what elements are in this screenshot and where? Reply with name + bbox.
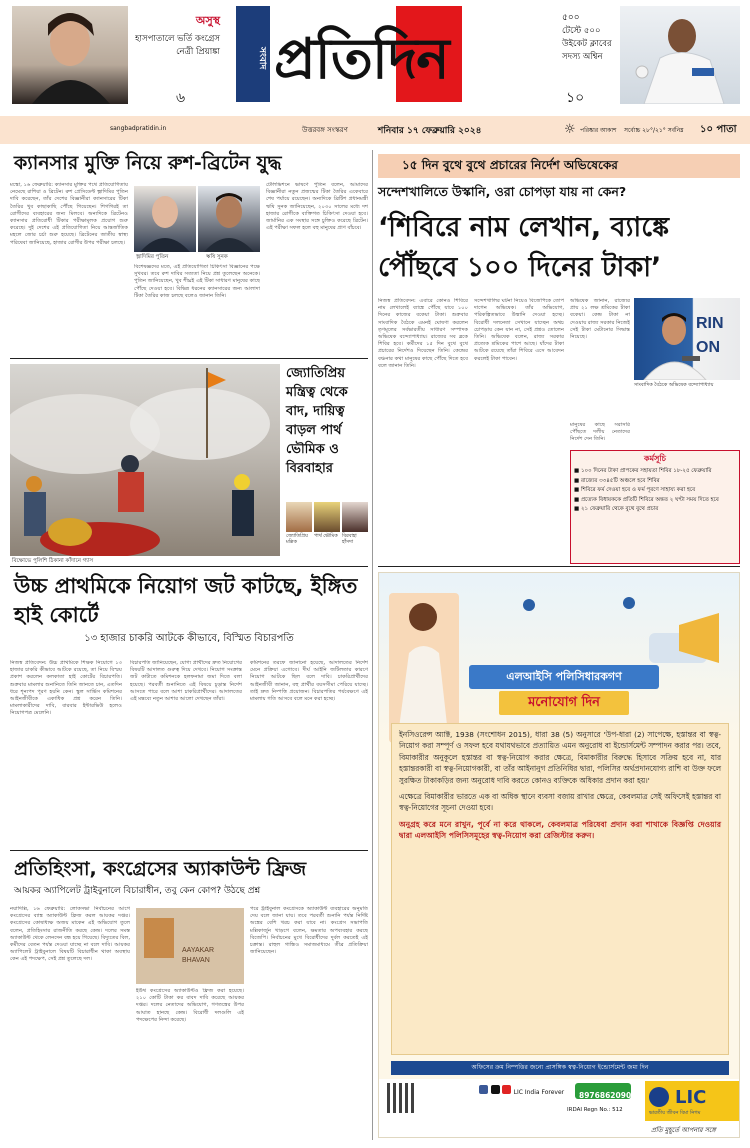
story-congress[interactable] bbox=[10, 856, 368, 1138]
ad-illustration bbox=[379, 573, 740, 743]
programme-item: ■ ২১ ফেব্রুয়ারি থেকে বুথে বুথে প্রচার bbox=[574, 506, 659, 512]
cricketer-figure bbox=[620, 6, 740, 104]
programme-box bbox=[570, 450, 740, 564]
qr-code-icon[interactable] bbox=[387, 1083, 417, 1113]
ad-para-3: অনুগ্রহ করে মনে রাখুন, পূর্বে না করে থাকলে, কেবলমাত্র পরিষেবা প্রদান করা শাখাকে বিজ্ঞপ্তি দেওয়ার দ্বারা এলআইসি পলিসিসমূহের স্বত্ব-নিয়োগ করা রেজিস্টার করুন। bbox=[399, 819, 721, 841]
lic-tagline: প্রতি মুহূর্তে আপনার সঙ্গে bbox=[651, 1126, 716, 1134]
right-page-ref: ১০ bbox=[566, 90, 585, 106]
web-address[interactable]: sangbadpratidin.in bbox=[110, 125, 167, 132]
social-icons[interactable] bbox=[479, 1085, 564, 1096]
ad-scene bbox=[379, 573, 740, 743]
lead-headline: ‘শিবিরে নাম লেখান, ব্যাঙ্কে পৌঁছবে ১০০ দিনের টাকা’ bbox=[378, 212, 669, 283]
recruitment-body-2: বিচারপতি জানিয়েছেন, যোগ্য প্রার্থীদের দ্রুত নিয়োগের বিষয়টি আদালত গুরুত্ব দিয়ে দেখবে। নিয়োগ সংক্রান্ত জট কাটাতে কমিশনকে হলফনামা জমা দিতে বলা হয়েছে। পরবর্তী শুনানিতে এই বিষয়ে চূড়ান্ত নির্দেশ আসতে পারে বলে আশা চাকরিপ্রার্থীদের। আদালতের এই মন্তব্যে নতুন আশার আলো দেখছেন তাঁরা। bbox=[130, 660, 242, 703]
sun-icon: ☼ bbox=[564, 122, 576, 137]
divider bbox=[378, 566, 740, 567]
minister-photo-2 bbox=[314, 502, 340, 532]
phone-number: 8976862090 bbox=[579, 1091, 632, 1100]
priyanka-photo bbox=[12, 6, 128, 104]
lic-wordmark: LIC bbox=[675, 1087, 707, 1108]
lead-kicker: ১৫ দিন বুথে বুথে প্রচারের নির্দেশ অভিষেকের bbox=[402, 158, 618, 172]
divider bbox=[10, 566, 368, 567]
left-page-ref: ৬ bbox=[176, 90, 186, 106]
story-cancer-body-1: মস্কো, ১৬ ফেব্রুয়ারি: ক্যানসার মুক্তির পথে প্রতিযোগিতায় নেমেছে রাশিয়া ও ব্রিটেন। রুশ প্রেসিডেন্ট ভ্লাদিমির পুতিন দাবি করেছেন, তাঁর দেশের বিজ্ঞানীরা ক্যানসারের টিকা তৈরির খুব কাছাকাছি পৌঁছে গিয়েছেন। শিগগিরই তা রোগীদের ব্যবহারের জন্য মিলবে। অন্যদিকে ব্রিটেনও ক্যানসার প্রতিরোধী টিকার পরীক্ষামূলক প্রয়োগ শুরু করেছে। দুই দেশের এই প্রতিযোগিতা নিয়ে আন্তর্জাতিক মহলে জোর চর্চা শুরু হয়েছে। ব্রিটেনের জাতীয় স্বাস্থ্য পরিষেবা জানিয়েছে, হাজার রোগীর উপর পরীক্ষা চলছে। bbox=[10, 182, 128, 246]
protest-scene bbox=[10, 364, 280, 556]
putin-photo bbox=[134, 186, 196, 252]
protest-photo bbox=[10, 364, 280, 556]
abhishek-photo bbox=[634, 298, 740, 380]
programme-list bbox=[574, 468, 736, 514]
left-kicker: অসুস্থ bbox=[195, 14, 220, 27]
lic-emblem-icon bbox=[649, 1087, 669, 1107]
page-count: ১০ পাতা bbox=[700, 124, 737, 135]
ad-banner bbox=[469, 665, 659, 689]
right-line-3: উইকেট ক্লাবের bbox=[562, 39, 612, 49]
brand-name: প্রতিদিন bbox=[274, 26, 449, 92]
youtube-icon[interactable] bbox=[502, 1085, 511, 1094]
issue-date: শনিবার ১৭ ফেব্রুয়ারি ২০২৪ bbox=[378, 126, 482, 136]
irdai-text: IRDAI Regn No.: 512 bbox=[567, 1107, 623, 1113]
aayakar-sign: AAYAKAR bbox=[182, 947, 215, 954]
lic-logo-box[interactable] bbox=[645, 1081, 739, 1121]
abhishek-caption: সাংবাদিক বৈঠকে অভিষেক বন্দ্যোপাধ্যায় bbox=[634, 382, 714, 388]
lic-full-name: ভারতীয় জীবন বিমা নিগম bbox=[649, 1110, 701, 1116]
divider bbox=[10, 358, 368, 359]
jyotipriya-headline: জ্যোতিপ্রিয় মন্ত্রিত্ব থেকে বাদ, দায়িত্ব বাড়ল পার্থ ভৌমিক ও বিরবাহার bbox=[286, 366, 348, 476]
right-line-2: টেস্টে ৫০০ bbox=[562, 26, 601, 36]
facebook-icon[interactable] bbox=[479, 1085, 488, 1094]
right-line-4: সদস্য অশ্বিন bbox=[562, 52, 603, 62]
jyotipriya-box[interactable] bbox=[286, 364, 368, 560]
recruitment-body-3: কমিশনের তরফে জানানো হয়েছে, আদালতের নির্দেশ মেনে প্রক্রিয়া এগোবে। দীর্ঘ আইনি জটিলতার কারণে নিয়োগ আটকে ছিল বলে দাবি। চাকরিপ্রার্থীদের আইনজীবী জানান, বহু প্রার্থীর বয়সসীমা পেরিয়ে যাচ্ছে। তাই দ্রুত নিষ্পত্তি প্রয়োজন। বিচারপতির পর্যবেক্ষণে এই মামলায় গতি আসবে বলে মনে করা হচ্ছে। bbox=[250, 660, 368, 703]
lead-body-2: সন্দেশখালির ঘটনা নিয়েও বিজেপিকে তোপ দাগেন অভিষেক। তাঁর অভিযোগ, পরিকল্পিতভাবে উস্কানি দেওয়া হচ্ছে। বিরোধী দলনেতা সেখানে যাচ্ছেন অথচ চোপড়ায় কেন যান না, সেই প্রশ্নও তোলেন তিনি। অভিষেক বলেন, রাজ্য সরকার প্রত্যেক শ্রমিকের পাশে আছে। যাঁদের টাকা আটকে রয়েছে তাঁরা শিবিরে এসে আবেদন করলেই টাকা পাবেন। bbox=[474, 298, 564, 362]
portrait-figure bbox=[12, 6, 128, 104]
sunak-caption: ঋষি সুনক bbox=[206, 254, 228, 260]
programme-item: ■ প্রত্যেক বিধায়ককে প্রতিটি শিবিরে অন্তত ২ ঘণ্টা সময় দিতে হবে bbox=[574, 496, 719, 503]
ad-para-2: এক্ষেত্রে বিমাকারীর ভারতে এক বা অধিক স্থানে ব্যবসা বজায় রাখার ক্ষেত্রে, কেবলমাত্র সেই অফিসেই হস্তান্তর বা স্বত্ব-নিয়োগের সূচনা দেওয়া হবে। bbox=[399, 792, 721, 813]
lead-subhead: সন্দেশখালিতে উস্কানি, ওরা চোপড়া যায় না কেন? bbox=[378, 184, 627, 199]
recruitment-headline: উচ্চ প্রাথমিকে নিয়োগ জট কাটছে, ইঙ্গিত হাই কোর্টে bbox=[14, 574, 358, 627]
story-cancer[interactable] bbox=[10, 150, 368, 355]
left-teaser[interactable] bbox=[128, 12, 220, 59]
ad-footer-note: অফিসের ক্রম নিম্পত্তির জন্যে প্রাসঙ্গিক স্বত্ব-নিয়োগ ইন্ডোর্সমেন্ট জমা দিন bbox=[391, 1061, 729, 1075]
social-handle: LIC India Forever bbox=[513, 1089, 565, 1096]
column-divider bbox=[372, 150, 373, 1140]
congress-headline: প্রতিহিংসা, কংগ্রেসের অ্যাকাউন্ট ফ্রিজ bbox=[14, 858, 307, 880]
ad-banner-sub: মনোযোগ দিন bbox=[528, 695, 600, 710]
minister-caption-2: পার্থ ভৌমিক bbox=[314, 534, 338, 539]
programme-item: ■ শিবিরে ফর্ম দেওয়া হবে ও ফর্ম পূরণে সাহায্য করা হবে bbox=[574, 487, 696, 493]
edition-label: উত্তরবঙ্গ সংস্করণ bbox=[302, 126, 348, 134]
brand-side-text: সংবাদ bbox=[257, 46, 267, 70]
story-recruitment[interactable] bbox=[10, 572, 368, 842]
ad-banner-sub-box bbox=[499, 691, 629, 715]
recruitment-body-1: নিজস্ব প্রতিবেদন: উচ্চ প্রাথমিকে শিক্ষক নিয়োগে ১৩ হাজার চাকরি কীভাবে আটকে রয়েছে, তা নিয়ে বিস্ময় প্রকাশ করলেন কলকাতা হাই কোর্টের বিচারপতি। শুক্রবার মামলার শুনানিতে তিনি জানতে চান, এতদিন ধরে শূন্যপদ পূরণ হয়নি কেন। স্কুল সার্ভিস কমিশনের আইনজীবীকে একাধিক প্রশ্ন করেন তিনি। মামলাকারীদের দাবি, বারবার ইন্টারভিউ হলেও নিয়োগপত্র মেলেনি। bbox=[10, 660, 122, 717]
right-line-1: ৫০০ bbox=[562, 13, 580, 23]
programme-item: ■ রাজ্যের ৩৩৪৫টি অঞ্চলে হবে শিবির bbox=[574, 477, 660, 484]
brand-side-band bbox=[236, 6, 270, 102]
ashwin-photo bbox=[620, 6, 740, 104]
brand-logo[interactable] bbox=[236, 6, 518, 102]
date-bar bbox=[0, 116, 750, 144]
minister-caption-3: বিরবাহা হাঁসদা bbox=[342, 534, 357, 545]
svg-text:RIN: RIN bbox=[696, 315, 724, 332]
ad-banner-text: এলআইসি পলিসিধারকগণ bbox=[506, 670, 622, 683]
congress-body-3: পরে ট্রাইবুনাল কংগ্রেসকে অ্যাকাউন্ট ব্যবহারের অনুমতি দেয় বলে জানা যায়। তবে পরবর্তী শুনানি পর্যন্ত নির্দিষ্ট অঙ্কের বেশি খরচ করা যাবে না। কংগ্রেস সভাপতি মল্লিকার্জুন খাড়গে বলেন, ক্ষমতার অপব্যবহার করছে বিজেপি। নির্বাচনের মুখে বিরোধীদের দুর্বল করতেই এই চক্রান্ত। রাহুল গান্ধিও সমাজমাধ্যমে তীব্র প্রতিক্রিয়া জানিয়েছেন। bbox=[250, 906, 368, 956]
lead-body-1: নিজস্ব প্রতিবেদন: এবারে কোনও শিবিরে নাম লেখালেই ব্যাঙ্কে পৌঁছে যাবে ১০০ দিনের কাজের বকেয়া টাকা। শুক্রবার সাংবাদিক বৈঠকে এমনই ঘোষণা করলেন তৃণমূলের সর্বভারতীয় সাধারণ সম্পাদক অভিষেক বন্দ্যোপাধ্যায়। রাজ্যের সব ব্লকে শিবির হবে। কর্মীদের ১৫ দিন বুথে বুথে প্রচারের নির্দেশও দিয়েছেন তিনি। কেন্দ্রের বঞ্চনার কথা মানুষের কাছে পৌঁছে দিতে হবে বলে জানান তিনি। bbox=[378, 298, 468, 369]
minister-photo-1 bbox=[286, 502, 312, 532]
minister-photo-3 bbox=[342, 502, 368, 532]
lead-story[interactable] bbox=[378, 150, 740, 565]
putin-caption: ভ্লাদিমির পুতিন bbox=[136, 254, 169, 260]
ad-para-1: ইনসিওরেন্স অ্যাক্ট, 1938 (সংশোধন 2015), ধারা 38 (5) অনুসারে 'উপ-ধারা (2) সাপেক্ষে, হস্তান্তর বা স্বত্ব-নিয়োগ করা সম্পূর্ণ ও সফল হবে যথাযথভাবে প্রত্যায়িত এমন অনুরোধ বা ইন্ডোর্সমেন্ট সম্পাদন করার পর। তবে, বিমাকারীর অনুকূলে হস্তান্তর বা স্বত্ব-নিয়োগ করার ক্ষেত্রে, বিমাকারীর বিরুদ্ধে হিসাবে সক্রিয় হবে না, যার হস্তান্তরকারী বা স্বত্ব-নিয়োগকারী, বা তাঁর আইনানুগ প্রতিনিধির দ্বারা, পলিসির অর্থপ্রদানযোগ্য রাশি বা উক্ত ফলে সুরক্ষিত টাকাকড়ির জন্য অনুরোধ দাবি করতে কোনও ব্যক্তিকে অধিকার প্রদান করা হয়।' bbox=[399, 730, 721, 785]
story-cancer-body-3: টেলিভিশনে ভাষণে পুতিন বলেন, আমাদের বিজ্ঞানীরা নতুন প্রজন্মের টিকা তৈরির একেবারে শেষ পর্যায়ে রয়েছেন। অন্যদিকে ব্রিটিশ প্রধানমন্ত্রী ঋষি সুনক জানিয়েছেন, ২০৩০ সালের মধ্যে দশ হাজার রোগীকে ব্যক্তিগত চিকিৎসা দেওয়া হবে। জার্মানির এক সংস্থার সঙ্গে চুক্তিও করেছে ব্রিটেন। এই পরীক্ষা সফল হলে বহু মানুষের প্রাণ বাঁচবে। bbox=[266, 182, 368, 232]
congress-body-1: নয়াদিল্লি, ১৬ ফেব্রুয়ারি: লোকসভা নির্বাচনের আগে কংগ্রেসের ব্যাঙ্ক অ্যাকাউন্ট ফ্রিজ করল আয়কর দপ্তর। কংগ্রেসের কোষাধ্যক্ষ অজয় মাকেন এই অভিযোগ তুলে বলেন, প্রতিহিংসার রাজনীতি করছে কেন্দ্র। দলের সমস্ত অ্যাকাউন্ট থেকে লেনদেন বন্ধ হয়ে গিয়েছে। বিদ্যুতের বিল, কর্মীদের বেতন পর্যন্ত দেওয়া যাচ্ছে না বলে দাবি। আয়কর অ্যাপিলেট ট্রাইবুনালে বিষয়টি বিচারাধীন থাকা অবস্থায় কেন এই পদক্ষেপ, সেই প্রশ্ন তুলেছে দল। bbox=[10, 906, 130, 963]
left-teaser-text: হাসপাতালে ভর্তি কংগ্রেস নেত্রী প্রিয়াঙ্কা bbox=[135, 34, 220, 57]
protest-caption: বিক্ষোভে পুলিশি ঠিকানা কাঁদানে গ্যাস bbox=[12, 558, 94, 564]
minister-caption-1: জ্যোতিপ্রিয় মল্লিক bbox=[286, 534, 308, 545]
programme-item: ■ ১০০ দিনের টাকা প্রাপকের সহায়তা শিবির ১৮-২৫ ফেব্রুয়ারি bbox=[574, 468, 712, 474]
svg-text:ON: ON bbox=[696, 339, 720, 356]
twitter-icon[interactable] bbox=[491, 1085, 500, 1094]
congress-body-2: ইউথ কংগ্রেসের অ্যাকাউন্টও ফ্রিজ করা হয়েছে। ২১০ কোটি টাকা কর বাবদ দাবি করেছে আয়কর দপ্তর। দলের নেতাদের অভিযোগ, গণতন্ত্রের উপর আঘাত হানছে কেন্দ্র। বিরোধী দলগুলি এই পদক্ষেপের নিন্দা করেছে। bbox=[136, 988, 244, 1023]
ad-text-panel bbox=[391, 723, 729, 1055]
story-cancer-body-2: বিশেষজ্ঞদের মতে, এই প্রতিযোগিতা চিকিৎসা বিজ্ঞানের পক্ষে সুখবর। তবে রুশ দাবির সত্যতা নিয়ে প্রশ্ন তুলেছেন অনেকে। পুতিন জানিয়েছেন, খুব শীঘ্রই এই টিকা সাধারণ মানুষের কাছে পৌঁছে দেওয়া হবে। বিভিন্ন ধরনের ক্যানসারের জন্য আলাদা টিকা তৈরির কাজ চলছে বলেও জানান তিনি। bbox=[134, 264, 260, 299]
sunak-photo bbox=[198, 186, 260, 252]
masthead bbox=[0, 0, 750, 114]
lead-body-3: অভিষেক জানান, রাজ্যের প্রায় ২১ লক্ষ শ্রমিকের টাকা বকেয়া। কেন্দ্র টাকা না দেওয়ায় রাজ্য সরকার নিজেই সেই টাকা মেটানোর সিদ্ধান্ত নিয়েছে। bbox=[570, 298, 630, 341]
divider bbox=[10, 850, 368, 851]
congress-subhead: আয়কর অ্যাপিলেট ট্রাইবুনালে বিচারাধীন, তবু কেন কোপ? উঠছে প্রশ্ন bbox=[14, 886, 261, 896]
recruitment-subhead: ১৩ হাজার চাকরি আটকে কীভাবে, বিস্মিত বিচারপতি bbox=[84, 633, 294, 644]
ad-bottom-strip bbox=[379, 1079, 740, 1138]
temperature: সর্বোচ্চ ২৮°/২১° সর্বনিম্ন bbox=[624, 127, 684, 134]
svg-text:BHAVAN: BHAVAN bbox=[182, 957, 210, 964]
story-cancer-headline: ক্যানসার মুক্তি নিয়ে রুশ-ব্রিটেন যুদ্ধ bbox=[14, 152, 282, 174]
programme-title: কর্মসূচি bbox=[644, 454, 666, 463]
weather-text: পরিষ্কার আকাশ bbox=[580, 127, 617, 134]
whatsapp-box[interactable] bbox=[575, 1083, 631, 1099]
lead-body-4: মানুষের কাছে সরাসরি পৌঁছতে দলীয় নেতাদের নির্দেশ দেন তিনি। bbox=[570, 422, 630, 443]
lic-advert[interactable] bbox=[378, 572, 740, 1138]
aayakar-bhavan-photo bbox=[136, 908, 244, 984]
